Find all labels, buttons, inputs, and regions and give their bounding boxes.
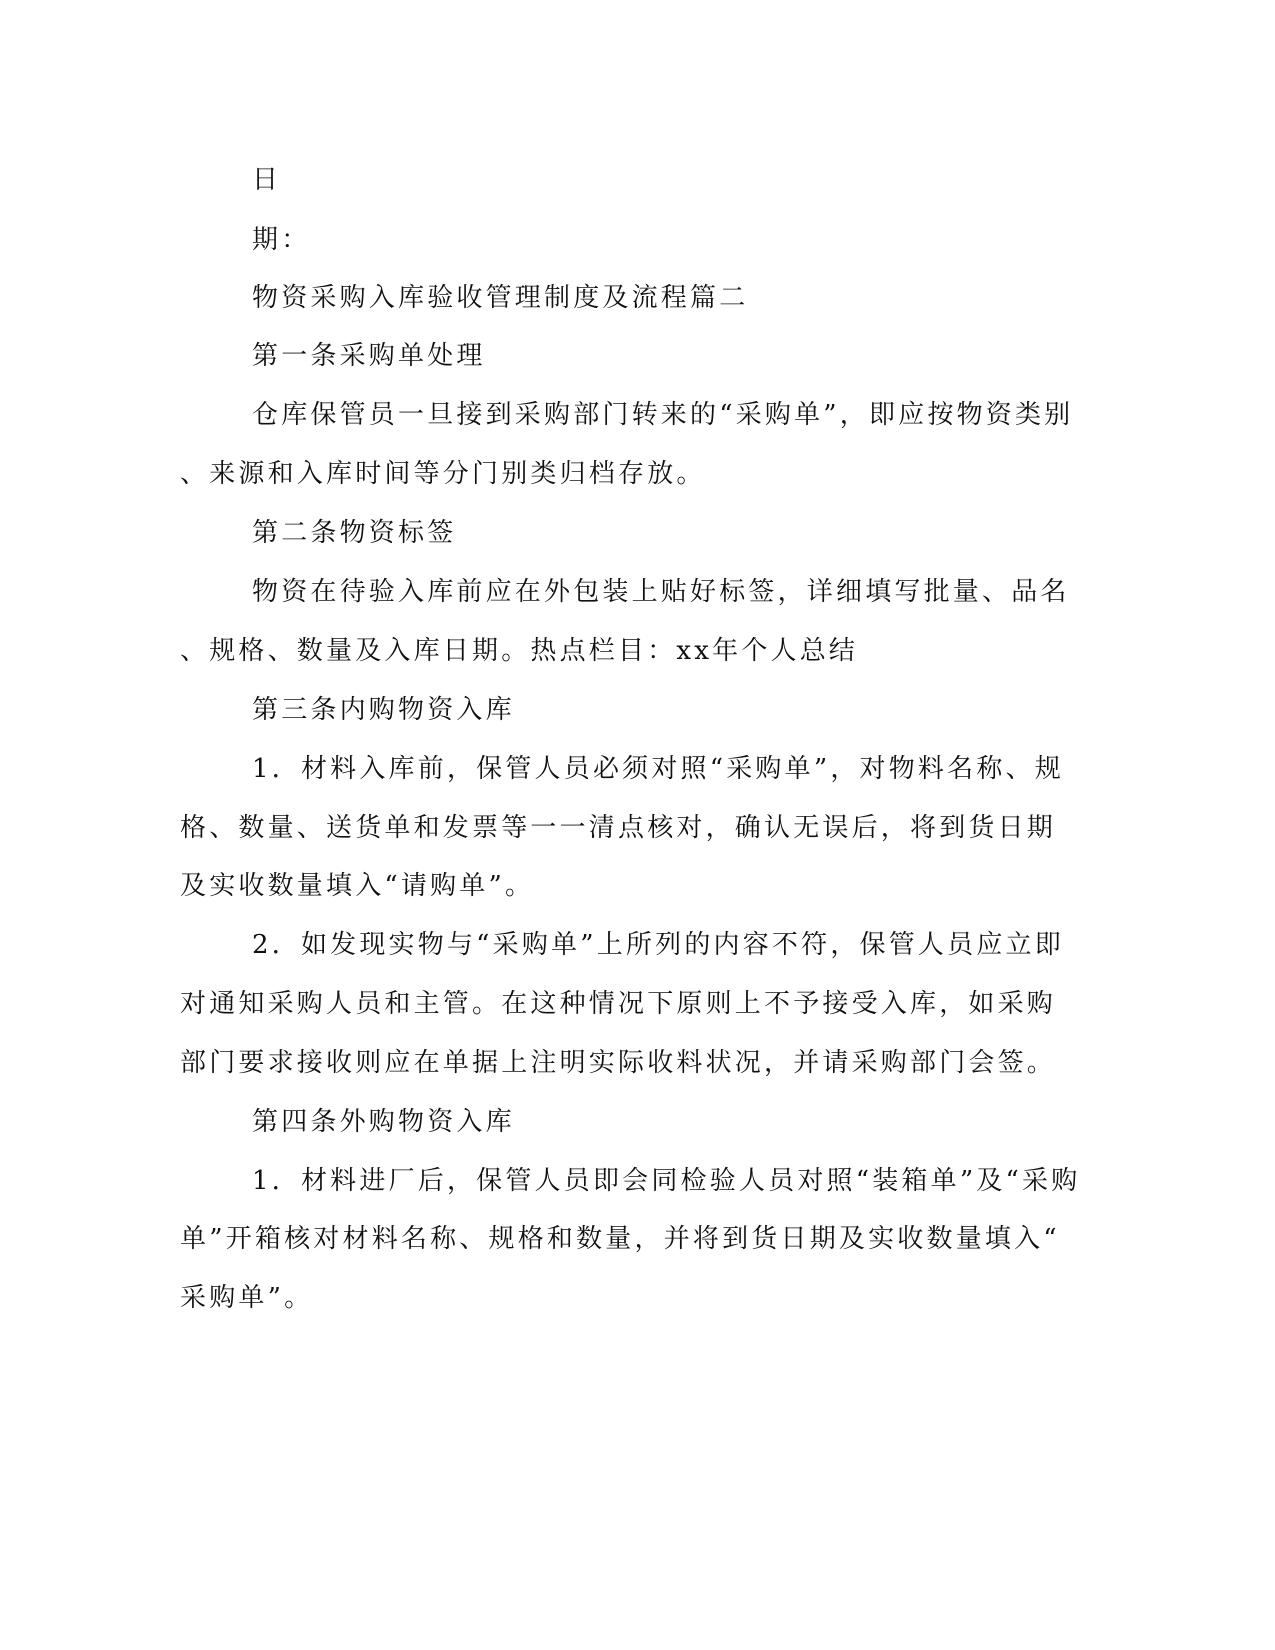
document-heading: 物资采购入库验收管理制度及流程篇二 xyxy=(252,283,749,313)
article3-item2-line: 对通知采购人员和主管。在这种情况下原则上不予接受入库，如采购 xyxy=(180,989,1057,1019)
article3-item2-line: 2．如发现实物与“采购单”上所列的内容不符，保管人员应立即 xyxy=(252,930,1064,960)
article4-title: 第四条外购物资入库 xyxy=(252,1107,515,1137)
article4-item1-line: 1．材料进厂后，保管人员即会同检验人员对照“装箱单”及“采购 xyxy=(252,1166,1081,1196)
article4-item1-line: 采购单”。 xyxy=(180,1283,314,1313)
date-label-line2: 期： xyxy=(252,225,311,255)
article3-title: 第三条内购物资入库 xyxy=(252,695,515,725)
article1-text-line: 仓库保管员一旦接到采购部门转来的“采购单”，即应按物资类别 xyxy=(252,400,1074,430)
article1-title: 第一条采购单处理 xyxy=(252,341,486,371)
article3-item1-line: 格、数量、送货单和发票等一一清点核对，确认无误后，将到货日期 xyxy=(180,813,1057,843)
article3-item1-line: 及实收数量填入“请购单”。 xyxy=(180,871,535,901)
article1-text-line: 、来源和入库时间等分门别类归档存放。 xyxy=(180,459,706,489)
article2-title: 第二条物资标签 xyxy=(252,518,457,548)
article3-item2-line: 部门要求接收则应在单据上注明实际收料状况，并请采购部门会签。 xyxy=(180,1048,1057,1078)
date-label-line1: 日 xyxy=(252,165,282,195)
article2-text-line: 物资在待验入库前应在外包装上贴好标签，详细填写批量、品名 xyxy=(252,577,1070,607)
article2-text-line: 、规格、数量及入库日期。热点栏目：xx年个人总结 xyxy=(180,636,859,666)
article3-item1-line: 1．材料入库前，保管人员必须对照“采购单”，对物料名称、规 xyxy=(252,754,1064,784)
article4-item1-line: 单”开箱核对材料名称、规格和数量，并将到货日期及实收数量填入“ xyxy=(180,1224,1060,1254)
